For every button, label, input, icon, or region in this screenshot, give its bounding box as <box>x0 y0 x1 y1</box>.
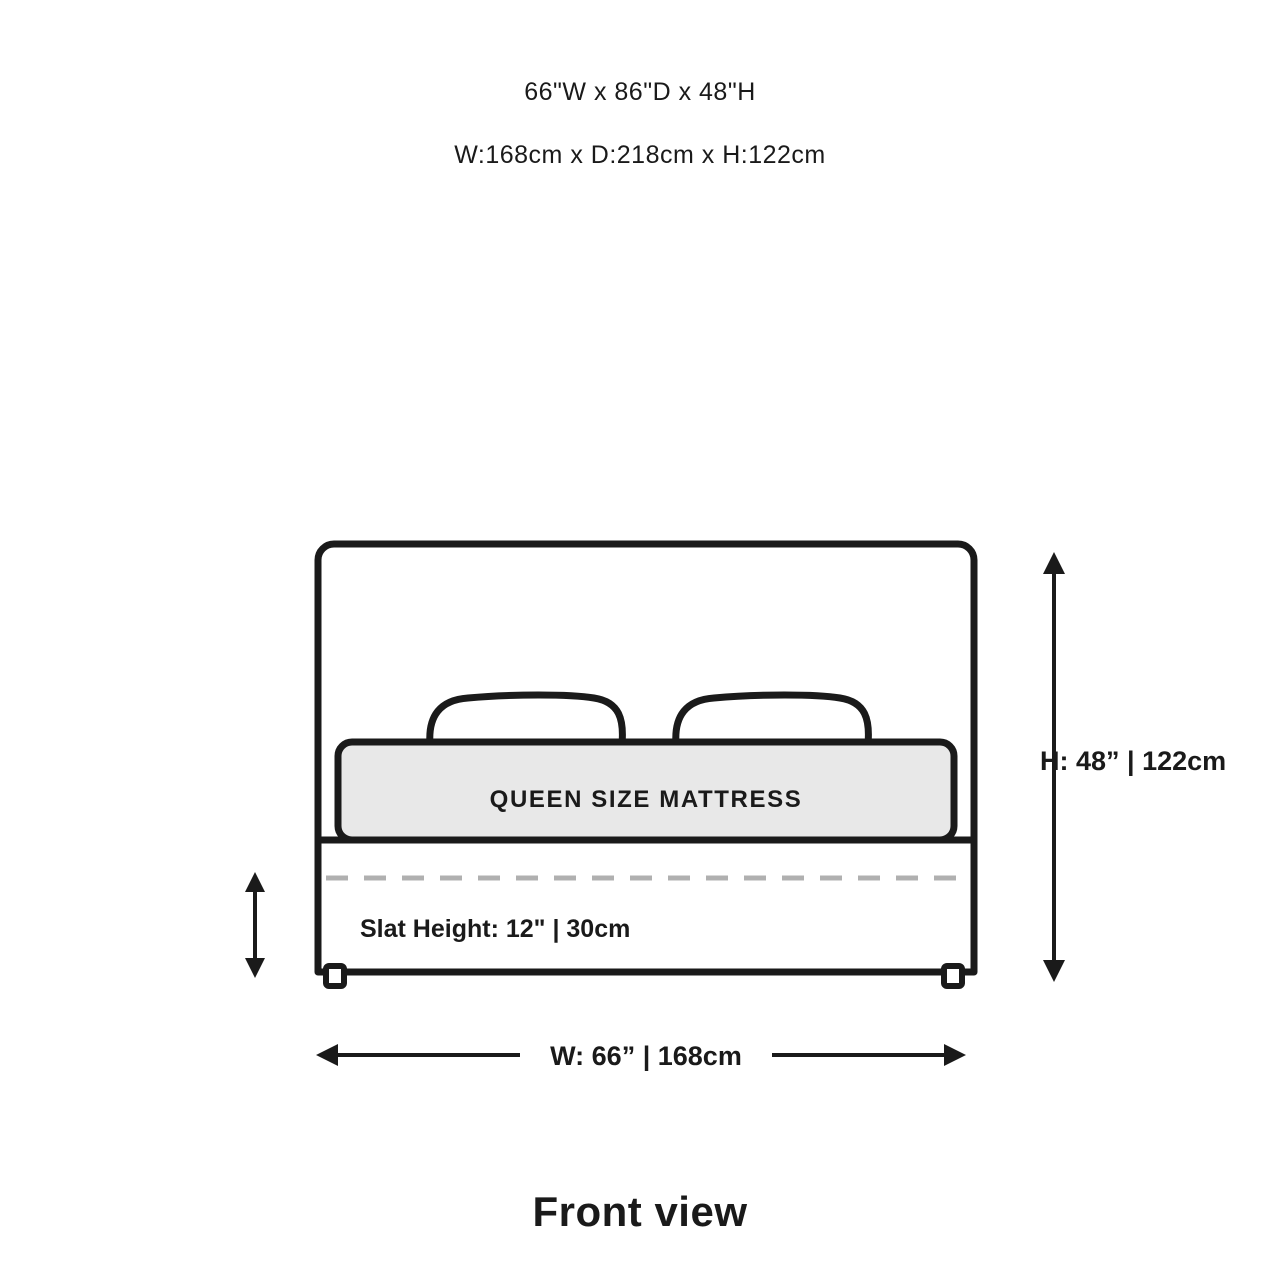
mattress-label: QUEEN SIZE MATTRESS <box>489 786 803 813</box>
height-label: H: 48” | 122cm <box>1040 746 1227 776</box>
pillow-left <box>430 695 623 744</box>
bed-foot-right <box>944 966 962 986</box>
width-label: W: 66” | 168cm <box>550 1041 742 1071</box>
slat-height-label: Slat Height: 12" | 30cm <box>360 915 631 943</box>
view-caption: Front view <box>532 1188 748 1235</box>
imperial-dimensions-text: 66"W x 86"D x 48"H <box>524 78 756 106</box>
slat-height-arrow <box>245 872 265 978</box>
metric-dimensions-text: W:168cm x D:218cm x H:122cm <box>454 141 826 169</box>
pillow-right <box>676 695 869 744</box>
bed-foot-left <box>326 966 344 986</box>
